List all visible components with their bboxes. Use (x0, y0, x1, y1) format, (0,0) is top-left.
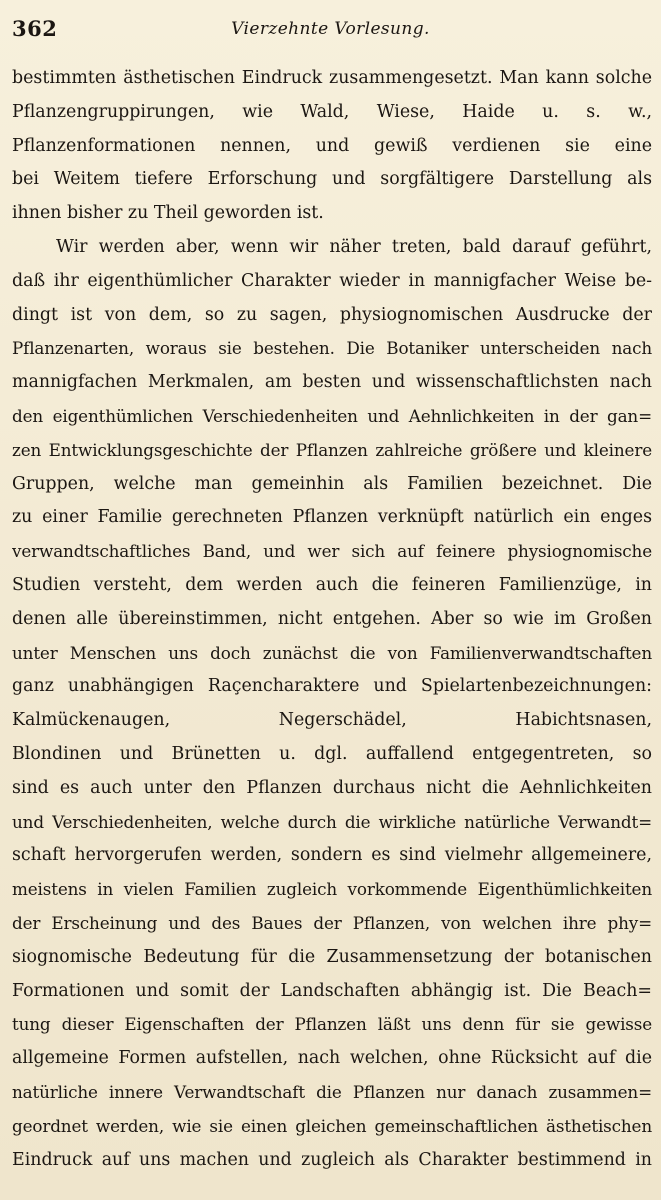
text-line: mannigfachen Merkmalen, am besten und wissenschaftlichsten nach (12, 372, 652, 393)
text-line: und Verschiedenheiten, welche durch die wirkliche natürliche Verwandt= (12, 811, 652, 832)
body-text (12, 62, 652, 1177)
text-line: Pflanzenformationen nennen, und gewiß verdienen sie eine (12, 135, 652, 156)
text-line: Kalmückenaugen, Negerschädel, Habichtsnasen, (12, 710, 652, 731)
text-line: tung dieser Eigenschaften der Pflanzen läßt uns denn für sie gewisse (12, 1014, 652, 1035)
text-line: zu einer Familie gerechneten Pflanzen verknüpft natürlich ein enges (12, 507, 652, 528)
running-head: Vierzehnte Vorlesung. (231, 19, 430, 39)
page-number: 362 (12, 16, 58, 41)
text-line: natürliche innere Verwandtschaft die Pflanzen nur danach zusammen= (12, 1081, 652, 1102)
text-line: denen alle übereinstimmen, nicht entgehen. Aber so wie im Großen (12, 608, 652, 629)
text-line: den eigenthümlichen Verschiedenheiten und Aehnlichkeiten in der gan= (12, 405, 652, 426)
text-line: Wir werden aber, wenn wir näher treten, bald darauf geführt, (56, 236, 652, 257)
text-line: zen Entwicklungsgeschichte der Pflanzen zahlreiche größere und kleinere (12, 439, 652, 460)
text-line: ihnen bisher zu Theil geworden ist. (12, 203, 324, 224)
text-line: bei Weitem tiefere Erforschung und sorgfältigere Darstellung als (12, 169, 652, 190)
text-line: sind es auch unter den Pflanzen durchaus nicht die Aehnlichkeiten (12, 777, 652, 798)
text-line: Pflanzengruppirungen, wie Wald, Wiese, Haide u. s. w., (12, 101, 652, 122)
text-line: der Erscheinung und des Baues der Pflanzen, von welchen ihre phy= (12, 912, 652, 933)
text-line: allgemeine Formen aufstellen, nach welchen, ohne Rücksicht auf die (12, 1048, 652, 1069)
text-line: schaft hervorgerufen werden, sondern es sind vielmehr allgemeinere, (12, 845, 652, 866)
text-line: Eindruck auf uns machen und zugleich als Charakter bestimmend in (12, 1149, 652, 1170)
text-line: Formationen und somit der Landschaften abhängig ist. Die Beach= (12, 980, 652, 1001)
text-line: Pflanzenarten, woraus sie bestehen. Die Botaniker unterscheiden nach (12, 338, 652, 359)
text-line: meistens in vielen Familien zugleich vorkommende Eigenthümlichkeiten (12, 879, 652, 900)
text-line: Studien versteht, dem werden auch die feineren Familienzüge, in (12, 574, 652, 595)
text-line: daß ihr eigenthümlicher Charakter wieder in mannigfacher Weise be- (12, 270, 652, 291)
text-line: bestimmten ästhetischen Eindruck zusammengesetzt. Man kann solche (12, 68, 652, 88)
text-line: siognomische Bedeutung für die Zusammensetzung der botanischen (12, 946, 652, 967)
text-line: dingt ist von dem, so zu sagen, physiognomischen Ausdrucke der (12, 304, 652, 325)
text-line: Blondinen und Brünetten u. dgl. auffallend entgegentreten, so (12, 743, 652, 764)
page-header (0, 0, 661, 62)
text-line: Gruppen, welche man gemeinhin als Familien bezeichnet. Die (12, 473, 652, 494)
text-line: unter Menschen uns doch zunächst die von Familienverwandtschaften (12, 642, 652, 663)
text-line: ganz unabhängigen Raçencharaktere und Spielartenbezeichnungen: (12, 676, 652, 697)
text-line: geordnet werden, wie sie einen gleichen gemeinschaftlichen ästhetischen (12, 1115, 652, 1136)
text-line: verwandtschaftliches Band, und wer sich auf feinere physiognomische (12, 541, 652, 562)
